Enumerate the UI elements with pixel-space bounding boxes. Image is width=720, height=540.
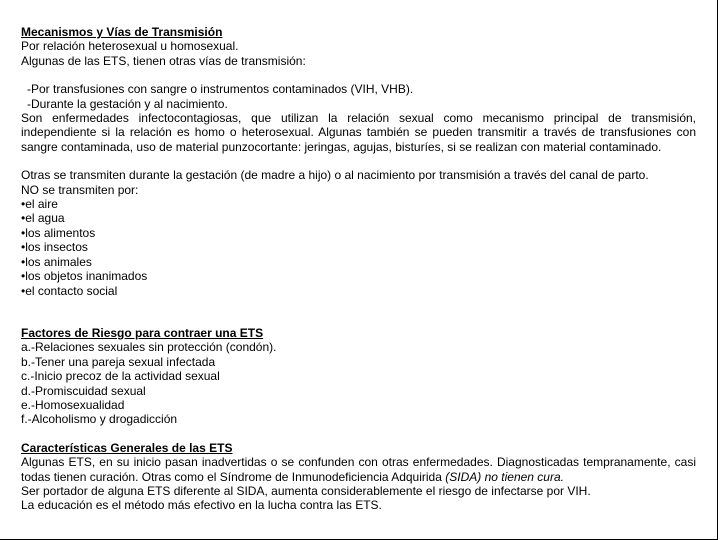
risk-item: f.-Alcoholismo y drogadicción <box>21 412 178 427</box>
bullet-text: el aire <box>25 197 58 212</box>
indented-line: -Durante la gestación y al nacimiento. <box>27 96 228 111</box>
bullet-item <box>21 226 696 240</box>
heading-transmission: Mecanismos y Vías de Transmisión <box>21 25 223 39</box>
bullet-text: los objetos inanimados <box>25 269 148 284</box>
bullet-text: los alimentos <box>25 225 96 240</box>
text-line: NO se transmiten por: <box>21 182 139 197</box>
document-body <box>21 25 696 513</box>
bullet-text: los animales <box>25 254 92 269</box>
text-line: Algunas de las ETS, tienen otras vías de transmisión: <box>21 53 306 68</box>
bullet-item <box>21 240 696 254</box>
text-line: Otras se transmiten durante la gestación (de madre a hijo) o al nacimiento por transmisión a través del canal de parto. <box>21 168 649 183</box>
spacer <box>21 427 696 441</box>
bullet-item <box>21 284 696 298</box>
bullet-item <box>21 255 696 269</box>
paragraph-italic-text: (SIDA) no tienen cura. <box>445 469 564 484</box>
spacer <box>21 298 696 312</box>
risk-item: b.-Tener una pareja sexual infectada <box>21 354 216 369</box>
heading-risk-factors: Factores de Riesgo para contraer una ETS <box>21 325 264 340</box>
bullet-item <box>21 211 696 225</box>
risk-item: d.-Promiscuidad sexual <box>21 383 146 398</box>
risk-item: c.-Inicio precoz de la actividad sexual <box>21 369 220 384</box>
paragraph-characteristics <box>21 455 696 484</box>
bullet-text: el contacto social <box>25 283 118 298</box>
text-line: Ser portador de alguna ETS diferente al SIDA, aumenta considerablemente el riesgo de infectarse por VIH. <box>21 483 591 498</box>
bullet-item <box>21 269 696 283</box>
risk-item: a.-Relaciones sexuales sin protección (condón). <box>21 340 277 355</box>
paragraph-infectocontagiosas: Son enfermedades infectocontagiosas, que utilizan la relación sexual como mecanismo principal de transmisión, independiente si la relación es homo o heterosexual. Algunas también se pueden transmitir a través de transfusiones con sangre contaminada, uso de material punzocortante: jeringas, agujas, bisturíes, si se realizan con material contaminado. <box>21 111 696 154</box>
spacer <box>21 68 696 82</box>
heading-characteristics: Características Generales de las ETS <box>21 440 233 455</box>
bullet-item <box>21 197 696 211</box>
text-line: La educación es el método más efectivo en la lucha contra las ETS. <box>21 498 382 513</box>
spacer <box>21 312 696 326</box>
bullet-text: los insectos <box>25 240 88 255</box>
spacer <box>21 154 696 168</box>
risk-item: e.-Homosexualidad <box>21 397 125 412</box>
text-line: Por relación heterosexual u homosexual. <box>21 39 239 54</box>
paragraph-text: Algunas ETS, en su inicio pasan inadvertidas o se confunden con otras enfermedades. Diagnosticadas tempranamente, casi todas tienen curación. Otras como el Síndrome de Inmunodeficiencia Adquirida <box>21 455 696 484</box>
indented-line: -Por transfusiones con sangre o instrumentos contaminados (VIH, VHB). <box>27 82 414 97</box>
bullet-text: el agua <box>25 211 65 226</box>
